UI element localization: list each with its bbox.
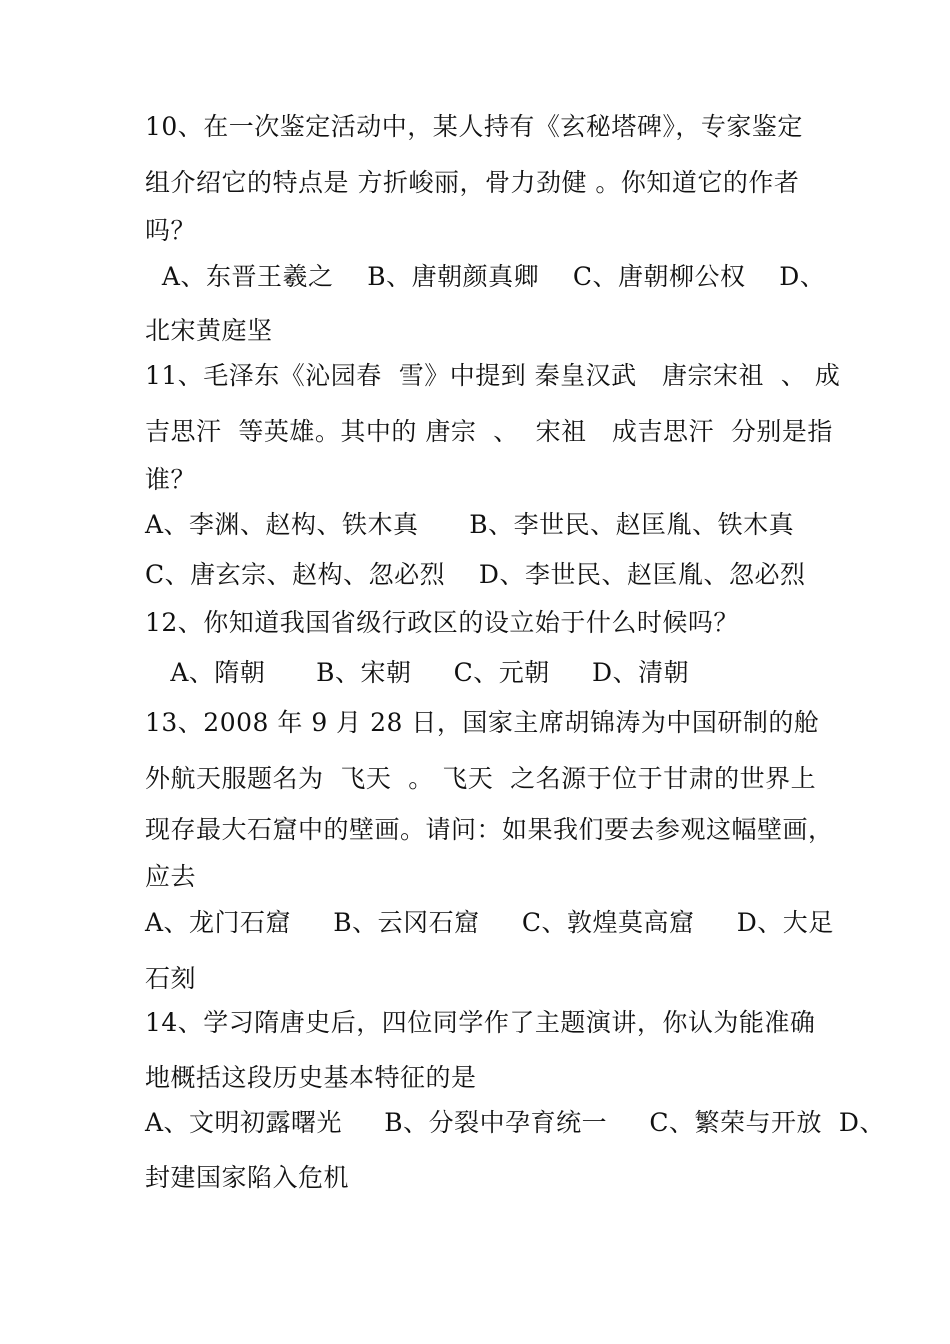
- question-11-options-1: A、李渊、赵构、铁木真 B、李世民、赵匡胤、铁木真: [145, 510, 795, 539]
- question-11-line-1: 11、毛泽东《沁园春 雪》中提到 秦皇汉武 唐宗宋祖 、 成: [145, 361, 841, 390]
- question-10-line-1: 10、在一次鉴定活动中，某人持有《玄秘塔碑》，专家鉴定: [145, 112, 803, 141]
- question-11-options-2: C、唐玄宗、赵构、忽必烈 D、李世民、赵匡胤、忽必烈: [145, 560, 806, 589]
- question-13-options-cont: 石刻: [145, 964, 197, 993]
- question-13-options: A、龙门石窟 B、云冈石窟 C、敦煌莫高窟 D、大足: [145, 908, 834, 937]
- question-13-line-2: 外航天服题名为 飞天 。 飞天 之名源于位于甘肃的世界上: [145, 764, 817, 793]
- question-14-line-1: 14、学习隋唐史后，四位同学作了主题演讲，你认为能准确: [145, 1008, 816, 1037]
- question-13-line-4: 应去: [145, 862, 197, 891]
- question-10-line-3: 吗？: [145, 216, 197, 245]
- question-14-line-2: 地概括这段历史基本特征的是: [145, 1063, 477, 1092]
- question-14-options: A、文明初露曙光 B、分裂中孕育统一 C、繁荣与开放 D、: [145, 1108, 885, 1137]
- question-13-line-1: 13、2008 年 9 月 28 日，国家主席胡锦涛为中国研制的舱: [145, 708, 820, 737]
- question-10-line-2: 组介绍它的特点是 方折峻丽，骨力劲健 。你知道它的作者: [145, 168, 800, 197]
- question-13-line-3: 现存最大石窟中的壁画。请问：如果我们要去参观这幅壁画，: [145, 815, 834, 844]
- question-11-line-3: 谁？: [145, 465, 197, 494]
- question-14-options-cont: 封建国家陷入危机: [145, 1163, 350, 1192]
- question-10-options: A、东晋王羲之 B、唐朝颜真卿 C、唐朝柳公权 D、: [145, 262, 826, 291]
- question-12-line-1: 12、你知道我国省级行政区的设立始于什么时候吗？: [145, 608, 739, 637]
- question-12-options: A、隋朝 B、宋朝 C、元朝 D、清朝: [145, 658, 690, 687]
- question-10-options-cont: 北宋黄庭坚: [145, 316, 273, 345]
- question-11-line-2: 吉思汗 等英雄。其中的 唐宗 、 宋祖 成吉思汗 分别是指: [145, 417, 833, 446]
